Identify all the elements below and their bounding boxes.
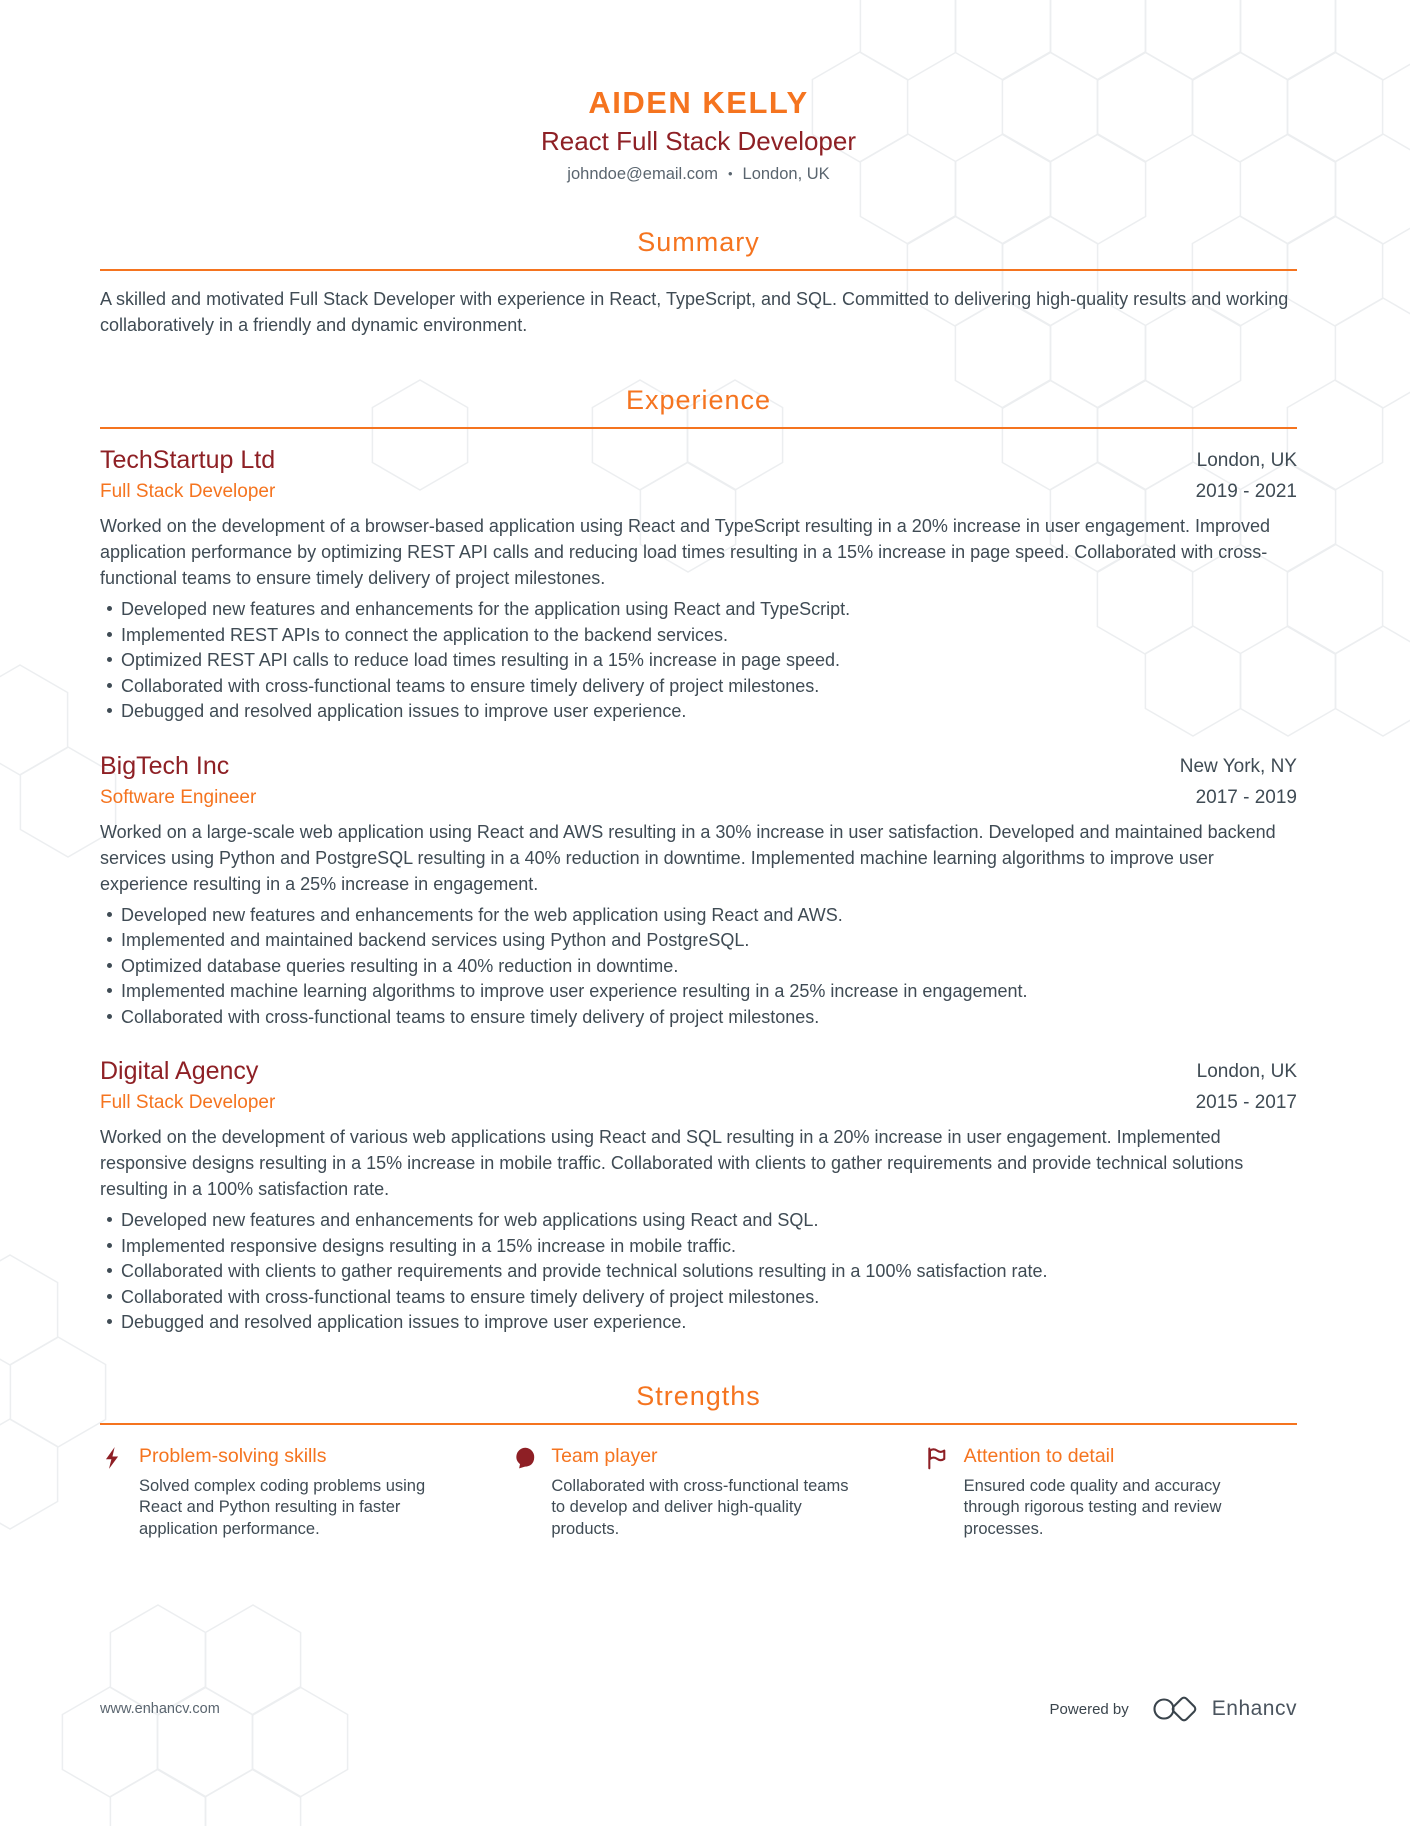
company-name: Digital Agency: [100, 1057, 259, 1085]
strength-title: Problem-solving skills: [139, 1444, 327, 1467]
resume-header: [100, 0, 1297, 186]
strength-title: Team player: [551, 1444, 658, 1467]
bullet-item: Implemented REST APIs to connect the application to the backend services.: [100, 623, 1297, 649]
experience-entry: [100, 751, 1297, 1031]
bullet-item: Implemented machine learning algorithms to improve user experience resulting in a 25% increase in engagement.: [100, 979, 1297, 1005]
experience-section-title: Experience: [625, 385, 772, 415]
strengths-grid: [100, 1443, 1297, 1541]
job-location: London, UK: [1196, 1061, 1297, 1082]
resume-content: [100, 0, 1297, 1540]
job-dates: 2019 - 2021: [1195, 481, 1297, 502]
strength-item: [925, 1443, 1297, 1541]
job-role: Full Stack Developer: [100, 1092, 276, 1113]
email-text: johndoe@email.com: [567, 165, 718, 183]
contact-line: [100, 163, 1297, 186]
job-role: Full Stack Developer: [100, 481, 276, 502]
strengths-section-title: Strengths: [636, 1380, 761, 1411]
entry-header-right: [1180, 751, 1297, 811]
bullet-item: Collaborated with clients to gather requirements and provide technical solutions resulting in a 100% satisfaction rate.: [100, 1259, 1297, 1285]
job-description: Worked on the development of a browser-based application using React and TypeScript resulting in a 20% increase in user engagement. Improved application performance by optimizing REST API calls and reducing load times resulting in a 15% increase in page speed. Collaborated with cross-functional teams to ensure timely delivery of project milestones.: [100, 516, 1271, 588]
bullet-item: Implemented and maintained backend services using Python and PostgreSQL.: [100, 928, 1297, 954]
job-role: Software Engineer: [100, 786, 257, 808]
strengths-divider: [100, 1423, 1297, 1425]
bullet-item: Debugged and resolved application issues to improve user experience.: [100, 1310, 1297, 1336]
page-footer: [100, 1694, 1297, 1724]
enhancv-wordmark: Enhancv: [1211, 1697, 1297, 1720]
strength-description: Ensured code quality and accuracy through rigorous testing and review processes.: [963, 1476, 1222, 1538]
bullet-item: Collaborated with cross-functional teams to ensure timely delivery of project milestones.: [100, 1005, 1297, 1031]
bullet-item: Developed new features and enhancements for web applications using React and SQL.: [100, 1208, 1297, 1234]
bullet-item: Collaborated with cross-functional teams to ensure timely delivery of project milestones.: [100, 674, 1297, 700]
bullet-item: Developed new features and enhancements for the web application using React and AWS.: [100, 903, 1297, 929]
powered-by[interactable]: [1050, 1694, 1297, 1724]
entry-header: [100, 445, 1297, 505]
bullet-item: Collaborated with cross-functional teams to ensure timely delivery of project milestones.: [100, 1285, 1297, 1311]
job-bullets: [100, 903, 1297, 1031]
strength-body: [551, 1443, 863, 1541]
experience-divider: [100, 427, 1297, 429]
entry-header-left: [100, 445, 275, 505]
company-name: BigTech Inc: [100, 751, 230, 780]
job-dates: 2017 - 2019: [1195, 786, 1297, 808]
entry-header-right: [1196, 1056, 1297, 1116]
bullet-item: Developed new features and enhancements for the application using React and TypeScript.: [100, 597, 1297, 623]
strength-description: Solved complex coding problems using React and Python resulting in faster application performance.: [139, 1476, 426, 1538]
head-icon: [512, 1445, 538, 1476]
summary-divider: [100, 269, 1297, 271]
job-dates: 2015 - 2017: [1195, 1092, 1297, 1113]
job-bullets: [100, 597, 1297, 725]
strength-description: Collaborated with cross-functional teams to develop and deliver high-quality products.: [551, 1476, 849, 1538]
entry-header-left: [100, 751, 256, 811]
job-description: Worked on a large-scale web application using React and AWS resulting in a 30% increase in user satisfaction. Developed and maintained backend services using Python and PostgreSQL resulting in a 40% reduction in downtime. Implemented machine learning algorithms to improve user experience resulting in a 25% increase in engagement.: [100, 821, 1276, 894]
job-description: Worked on the development of various web applications using React and SQL resulting in a 20% increase in user engagement. Implemented responsive designs resulting in a 15% increase in mobile traffic. Collaborated with clients to gather requirements and provide technical solutions resulting in a 100% satisfaction rate.: [100, 1127, 1244, 1199]
candidate-name: AIDEN KELLY: [588, 85, 809, 120]
strength-title: Attention to detail: [963, 1444, 1115, 1467]
experience-entry: [100, 445, 1297, 725]
powered-by-label: Powered by: [1049, 1700, 1129, 1718]
company-name: TechStartup Ltd: [100, 446, 276, 474]
entry-header-left: [100, 1056, 275, 1116]
entry-header: [100, 1056, 1297, 1116]
job-location: New York, NY: [1179, 755, 1297, 777]
experience-entry: [100, 1056, 1297, 1336]
enhancv-logo-icon: [1151, 1694, 1203, 1724]
candidate-title: React Full Stack Developer: [540, 126, 857, 156]
flag-icon: [925, 1445, 951, 1476]
bullet-item: Optimized database queries resulting in a 40% reduction in downtime.: [100, 954, 1297, 980]
strength-body: [964, 1443, 1276, 1541]
strength-item: [100, 1443, 472, 1541]
entry-header-right: [1196, 445, 1297, 505]
enhancv-logo: [1151, 1694, 1297, 1724]
location-text: London, UK: [742, 165, 830, 183]
summary-section-title: Summary: [637, 227, 760, 257]
job-bullets: [100, 1208, 1297, 1336]
separator-dot: •: [727, 166, 733, 181]
job-location: London, UK: [1196, 450, 1297, 471]
bullet-item: Debugged and resolved application issues to improve user experience.: [100, 699, 1297, 725]
summary-text: A skilled and motivated Full Stack Developer with experience in React, TypeScript, and SQL. Committed to delivering high-quality results and working collaboratively in a friendly and dynamic environment.: [100, 289, 1289, 335]
site-link[interactable]: www.enhancv.com: [100, 1701, 220, 1717]
lightning-icon: [100, 1445, 126, 1476]
bullet-item: Implemented responsive designs resulting in a 15% increase in mobile traffic.: [100, 1234, 1297, 1260]
strength-body: [139, 1443, 451, 1541]
entry-header: [100, 751, 1297, 811]
strength-item: [512, 1443, 884, 1541]
bullet-item: Optimized REST API calls to reduce load times resulting in a 15% increase in page speed.: [100, 648, 1297, 674]
